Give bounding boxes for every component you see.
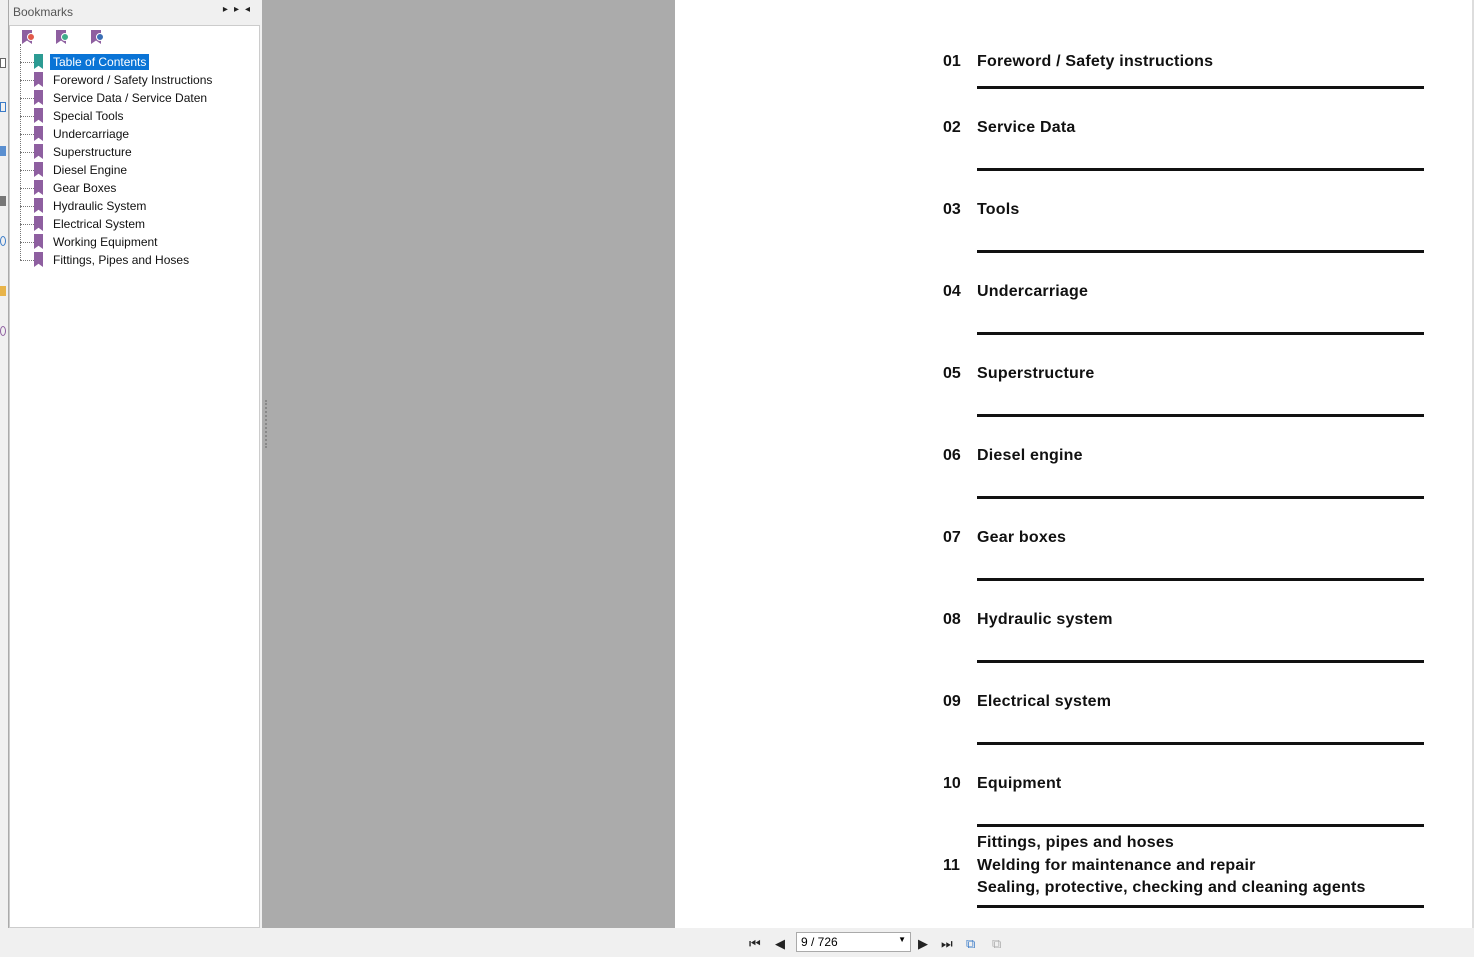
tree-line [20,134,21,152]
bookmark-label: Undercarriage [53,127,130,141]
left-toolbar [0,0,9,928]
toc-rule [977,824,1424,827]
bookmark-icon [34,108,43,123]
tree-line [20,170,21,188]
attachments-icon[interactable] [0,102,6,112]
toc-rule [977,496,1424,499]
toc-title[interactable]: Diesel engine [977,447,1083,464]
page-indicator: 9 / 726 [801,935,838,949]
delete-icon [27,33,35,41]
toc-rule [977,742,1424,745]
collapse-panel-icon[interactable]: ◂ [244,4,256,15]
tree-line [20,62,21,80]
bookmark-item[interactable] [20,215,260,233]
bookmark-label: Hydraulic System [53,199,147,213]
layers-icon[interactable] [0,146,6,156]
toc-rule [977,86,1424,89]
bookmarks-panel [9,0,262,928]
bookmark-label: Special Tools [53,109,124,123]
dropdown-arrow-icon[interactable]: ▼ [898,935,906,944]
tree-line [20,242,21,260]
help-icon[interactable] [0,236,6,246]
toc-rule [977,660,1424,663]
tree-line [20,134,34,135]
bookmark-label: Gear Boxes [53,181,117,195]
tree-line [20,98,34,99]
toc-title[interactable]: Foreword / Safety instructions [977,53,1214,70]
bookmark-icon [34,234,43,249]
panel-controls [223,4,256,15]
tree-line [20,98,21,116]
bookmark-item[interactable] [20,179,260,197]
toc-number: 01 [943,53,961,70]
bookmark-label: Foreword / Safety Instructions [53,73,213,87]
bookmark-item[interactable] [20,107,260,125]
bookmark-icon [34,72,43,87]
tree-line [20,206,21,224]
bookmark-icon [34,216,43,231]
bookmark-item[interactable] [20,143,260,161]
bookmark-item[interactable] [20,125,260,143]
tree-line [20,224,21,242]
bookmark-item[interactable] [20,197,260,215]
panel-title: Bookmarks [13,5,74,19]
bookmark-tree [9,25,260,928]
bookmark-item[interactable] [20,233,260,251]
bookmark-item[interactable] [20,251,260,269]
bookmark-label: Table of Contents [50,54,149,70]
goto-icon [96,33,104,41]
stamp-icon[interactable] [0,196,6,206]
tree-line [20,152,34,153]
add-bookmark-button[interactable] [56,30,70,46]
toc-title[interactable]: Gear boxes [977,529,1067,546]
bookmark-item[interactable] [20,161,260,179]
last-page-button[interactable]: ⏭ [941,936,953,951]
toc-title[interactable]: Undercarriage [977,283,1089,300]
bookmark-icon [34,162,43,177]
bookmark-label: Electrical System [53,217,146,231]
tree-line [20,242,34,243]
bookmark-item[interactable] [20,53,260,71]
next-page-button[interactable]: ▶ [918,936,928,951]
toc-number: 06 [943,447,961,464]
tree-line [20,206,34,207]
next-view-icon[interactable]: ⧉ [992,936,1002,951]
bookmark-label: Fittings, Pipes and Hoses [53,253,190,267]
tree-line [20,188,21,206]
toc-number: 09 [943,693,961,710]
bookmark-item[interactable] [20,71,260,89]
tree-line [20,116,21,134]
tree-line [20,224,34,225]
expand-icon[interactable]: ▸▸ [222,4,245,15]
bookmark-icon [34,126,43,141]
tree-line [20,80,21,98]
tree-line [20,116,34,117]
pages-icon[interactable] [0,58,6,68]
delete-bookmark-button[interactable] [22,30,36,46]
page-number-input[interactable] [796,932,911,952]
toc-rule [977,578,1424,581]
toc-number: 07 [943,529,961,546]
bookmark-item[interactable] [20,89,260,107]
toc-rule [977,905,1424,908]
page-background [262,0,675,928]
add-icon [61,33,69,41]
navigation-bar [0,928,1474,957]
search-icon[interactable] [0,326,6,336]
tree-line [20,44,21,62]
previous-view-icon[interactable]: ⧉ [966,936,976,951]
toc-title[interactable]: Electrical system [977,693,1112,710]
tree-line [20,152,21,170]
toc-number: 03 [943,201,961,218]
toc-title[interactable]: Hydraulic system [977,611,1113,628]
toc-title[interactable]: Superstructure [977,365,1095,382]
toc-title[interactable]: Equipment [977,775,1062,792]
bookmark-icon [34,180,43,195]
toc-number: 04 [943,283,961,300]
tree-line [20,170,34,171]
toc-title[interactable]: Tools [977,201,1020,218]
toc-rule [977,414,1424,417]
toc-number: 02 [943,119,961,136]
tree-line [20,260,34,261]
bookmark-label: Diesel Engine [53,163,128,177]
toc-number: 08 [943,611,961,628]
bookmark-icon [34,252,43,267]
lock-icon[interactable] [0,286,6,296]
bookmark-label: Service Data / Service Daten [53,91,208,105]
bookmark-icon [34,144,43,159]
tree-line [20,62,34,63]
toc-title[interactable]: Fittings, pipes and hoses [977,834,1175,851]
toc-title[interactable]: Service Data [977,119,1076,136]
document-page [675,0,1472,928]
toc-number: 11 [943,857,960,874]
toc-title[interactable]: Welding for maintenance and repair [977,856,1256,874]
bookmark-icon [34,54,43,69]
first-page-button[interactable]: ⏮ [749,936,761,951]
tree-line [20,188,34,189]
toc-rule [977,168,1424,171]
toc-rule [977,250,1424,253]
bookmark-label: Superstructure [53,145,132,159]
bookmark-icon [34,90,43,105]
previous-page-button[interactable]: ◀ [775,936,785,951]
toc-rule [977,332,1424,335]
toc-number: 10 [943,775,961,792]
resize-handle[interactable] [265,400,267,448]
bookmark-icon [34,198,43,213]
toc-number: 05 [943,365,961,382]
goto-bookmark-button[interactable] [91,30,105,46]
tree-line [20,80,34,81]
toc-title[interactable]: Sealing, protective, checking and cleaning agents [977,879,1366,896]
bookmark-label: Working Equipment [53,235,158,249]
